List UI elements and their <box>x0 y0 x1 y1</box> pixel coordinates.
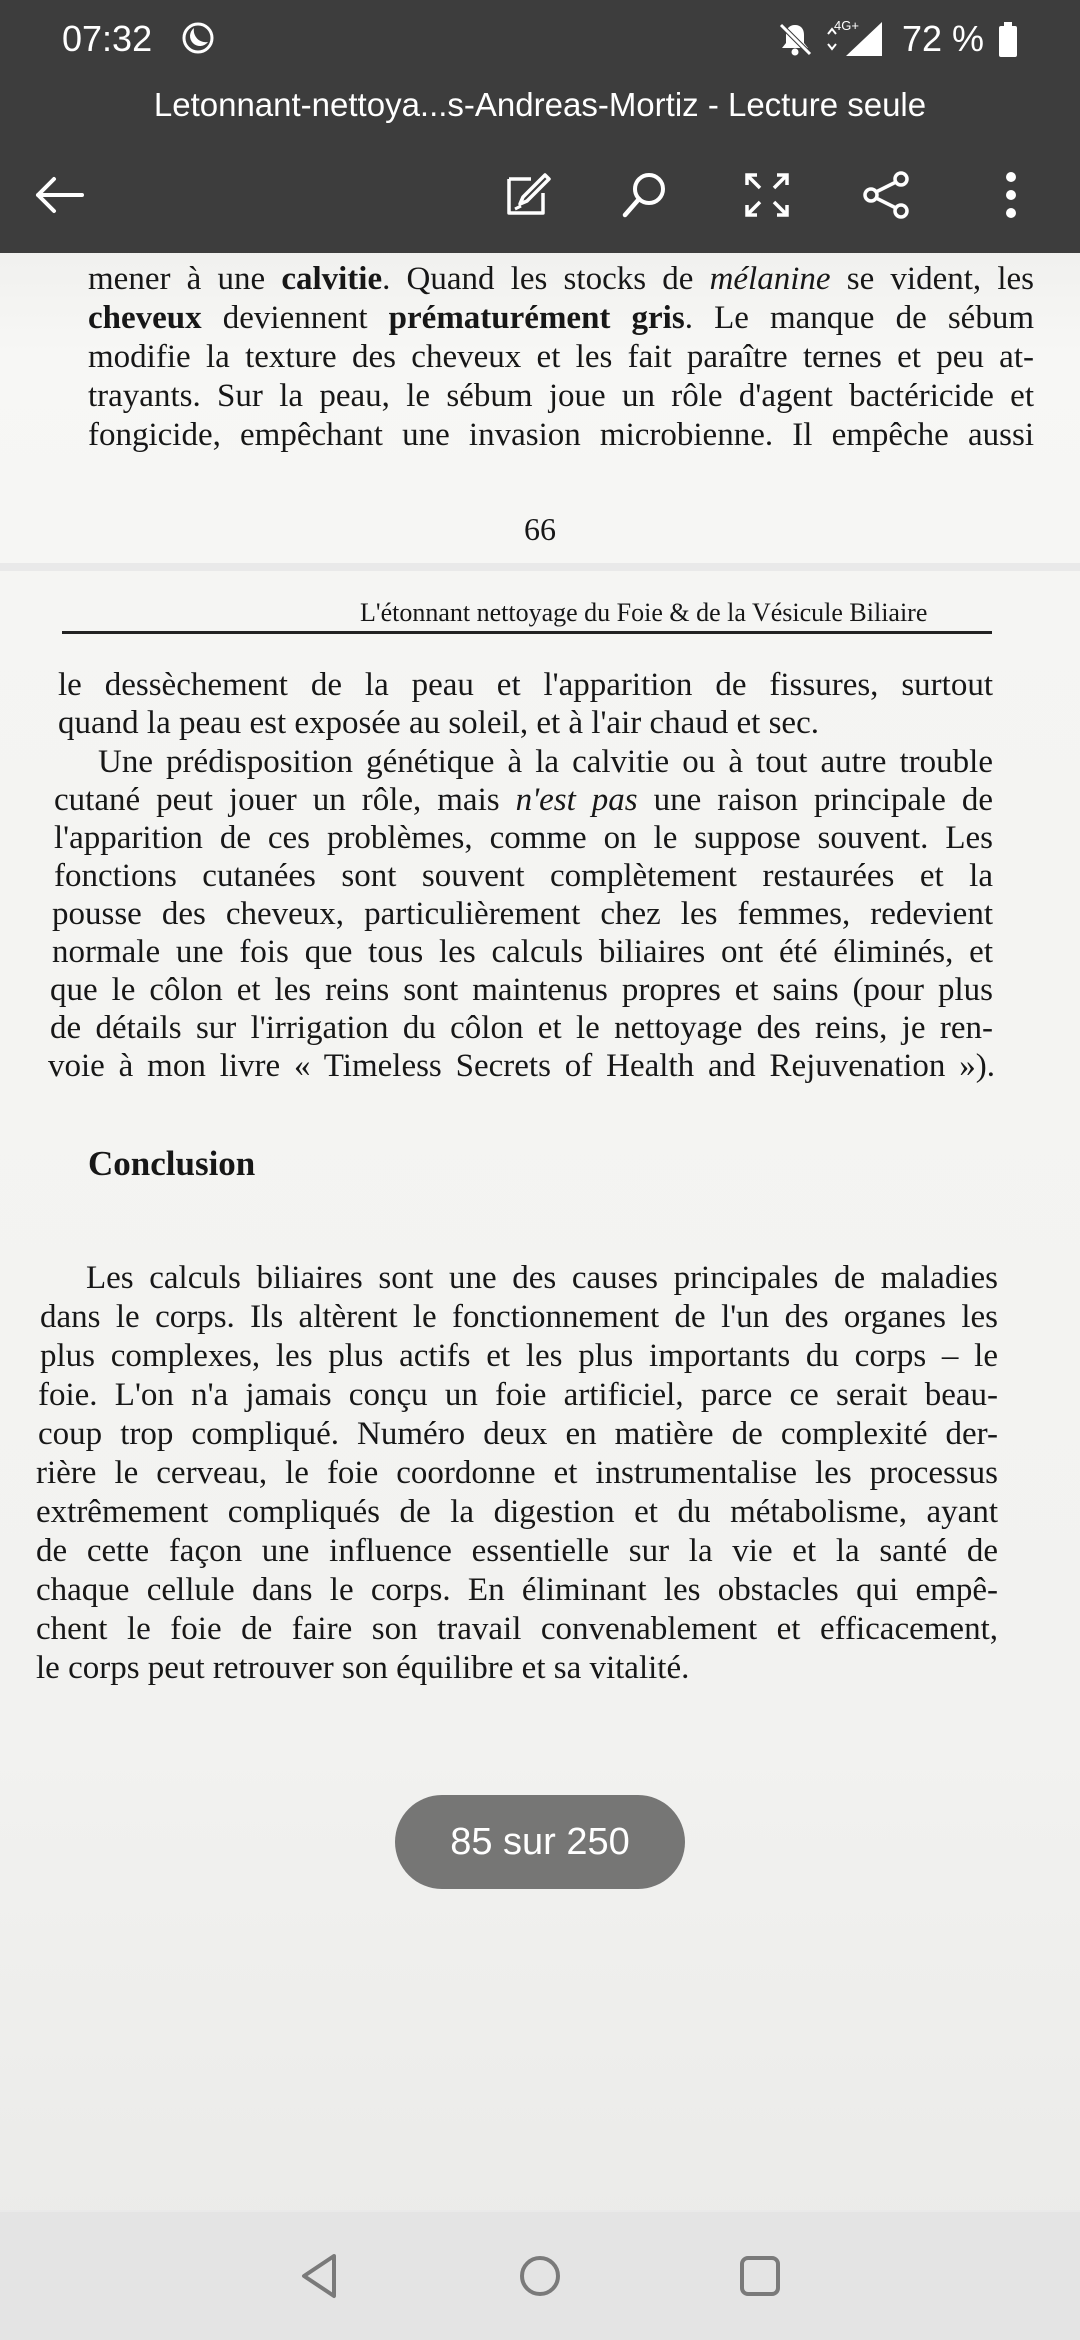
fullscreen-button[interactable] <box>732 160 802 230</box>
text-line: le dessèchement de la peau et l'apparition de fissures, surtout <box>58 667 993 703</box>
document-title: Letonnant-nettoya...s-Andreas-Mortiz - Lecture seule <box>153 86 927 123</box>
document-page <box>0 571 1080 2210</box>
battery-percent: 72 % <box>902 18 985 59</box>
text-line: l'apparition de ces problèmes, comme on le suppose souvent. Les <box>54 820 993 856</box>
text-line: cheveux deviennent prématurément gris. Le manque de sébum <box>88 300 1034 336</box>
search-button[interactable] <box>610 160 680 230</box>
text-line: trayants. Sur la peau, le sébum joue un rôle d'agent bactéricide et <box>88 378 1034 414</box>
more-vert-icon <box>1003 170 1019 220</box>
share-button[interactable] <box>852 160 922 230</box>
text-line: fongicide, empêchant une invasion microbienne. Il empêche aussi <box>88 417 1034 453</box>
edit-button[interactable] <box>492 160 562 230</box>
text-line: pousse des cheveux, particulièrement chez les femmes, redevient <box>52 896 993 932</box>
text-line: que le côlon et les reins sont maintenus propres et sains (pour plus <box>50 972 993 1008</box>
edit-icon <box>501 169 553 221</box>
document-page <box>0 253 1080 563</box>
moon-icon <box>180 20 216 56</box>
battery-icon <box>998 22 1018 58</box>
text-line: fonctions cutanées sont souvent complètement restaurées et la <box>54 858 993 894</box>
signal-4g-icon <box>826 16 886 60</box>
fullscreen-icon <box>743 171 791 219</box>
status-time: 07:32 <box>62 18 153 59</box>
text-line: chent le foie de faire son travail convenablement et efficacement, <box>36 1611 998 1647</box>
text-line: dans le corps. Ils altèrent le fonctionnement de l'un des organes les <box>40 1299 998 1335</box>
document-viewport[interactable] <box>0 253 1080 2210</box>
header-rule <box>62 631 992 634</box>
network-type-label: 4G+ <box>834 18 859 33</box>
status-bar <box>0 0 1080 80</box>
back-button[interactable] <box>24 160 94 230</box>
notifications-off-icon <box>776 20 814 58</box>
text-line: mener à une calvitie. Quand les stocks de mélanine se vident, les <box>88 261 1034 297</box>
text-line: Les calculs biliaires sont une des causes principales de maladies <box>86 1260 998 1296</box>
back-arrow-icon <box>32 175 86 215</box>
search-icon <box>619 169 671 221</box>
recents-square-icon[interactable] <box>730 2246 790 2306</box>
page-indicator: 85 sur 250 <box>395 1795 685 1889</box>
more-options-button[interactable] <box>976 160 1046 230</box>
text-line: normale une fois que tous les calculs biliaires ont été éliminés, et <box>52 934 993 970</box>
app-header <box>0 0 1080 253</box>
text-line: Une prédisposition génétique à la calvitie ou à tout autre trouble <box>98 744 993 780</box>
system-nav-bar <box>0 2212 1080 2340</box>
text-line: de cette façon une influence essentielle sur la vie et la santé de <box>36 1533 998 1569</box>
toolbar <box>0 150 1080 240</box>
text-line: modifie la texture des cheveux et les fait paraître ternes et peu at- <box>88 339 1034 375</box>
text-line: extrêmement compliqués de la digestion et du métabolisme, ayant <box>36 1494 998 1530</box>
page-number: 66 <box>524 511 556 547</box>
section-heading: Conclusion <box>88 1144 256 1183</box>
text-line: chaque cellule dans le corps. En éliminant les obstacles qui empê- <box>36 1572 998 1608</box>
text-line: quand la peau est exposée au soleil, et à l'air chaud et sec. <box>58 705 819 741</box>
text-line: voie à mon livre « Timeless Secrets of Health and Rejuvenation »). <box>48 1048 995 1084</box>
back-triangle-icon[interactable] <box>290 2246 350 2306</box>
text-line: foie. L'on n'a jamais conçu un foie artificiel, parce ce serait beau- <box>38 1377 998 1413</box>
text-line: rière le cerveau, le foie coordonne et instrumentalise les processus <box>36 1455 998 1491</box>
text-line: coup trop compliqué. Numéro deux en matière de complexité der- <box>38 1416 998 1452</box>
running-head: L'étonnant nettoyage du Foie & de la Vésicule Biliaire <box>360 598 928 627</box>
share-icon <box>861 169 913 221</box>
text-line: de détails sur l'irrigation du côlon et le nettoyage des reins, je ren- <box>50 1010 993 1046</box>
text-line: plus complexes, les plus actifs et les plus importants du corps – le <box>40 1338 998 1374</box>
home-circle-icon[interactable] <box>510 2246 570 2306</box>
text-line: cutané peut jouer un rôle, mais n'est pas une raison principale de <box>54 782 993 818</box>
text-line: le corps peut retrouver son équilibre et sa vitalité. <box>36 1650 690 1686</box>
